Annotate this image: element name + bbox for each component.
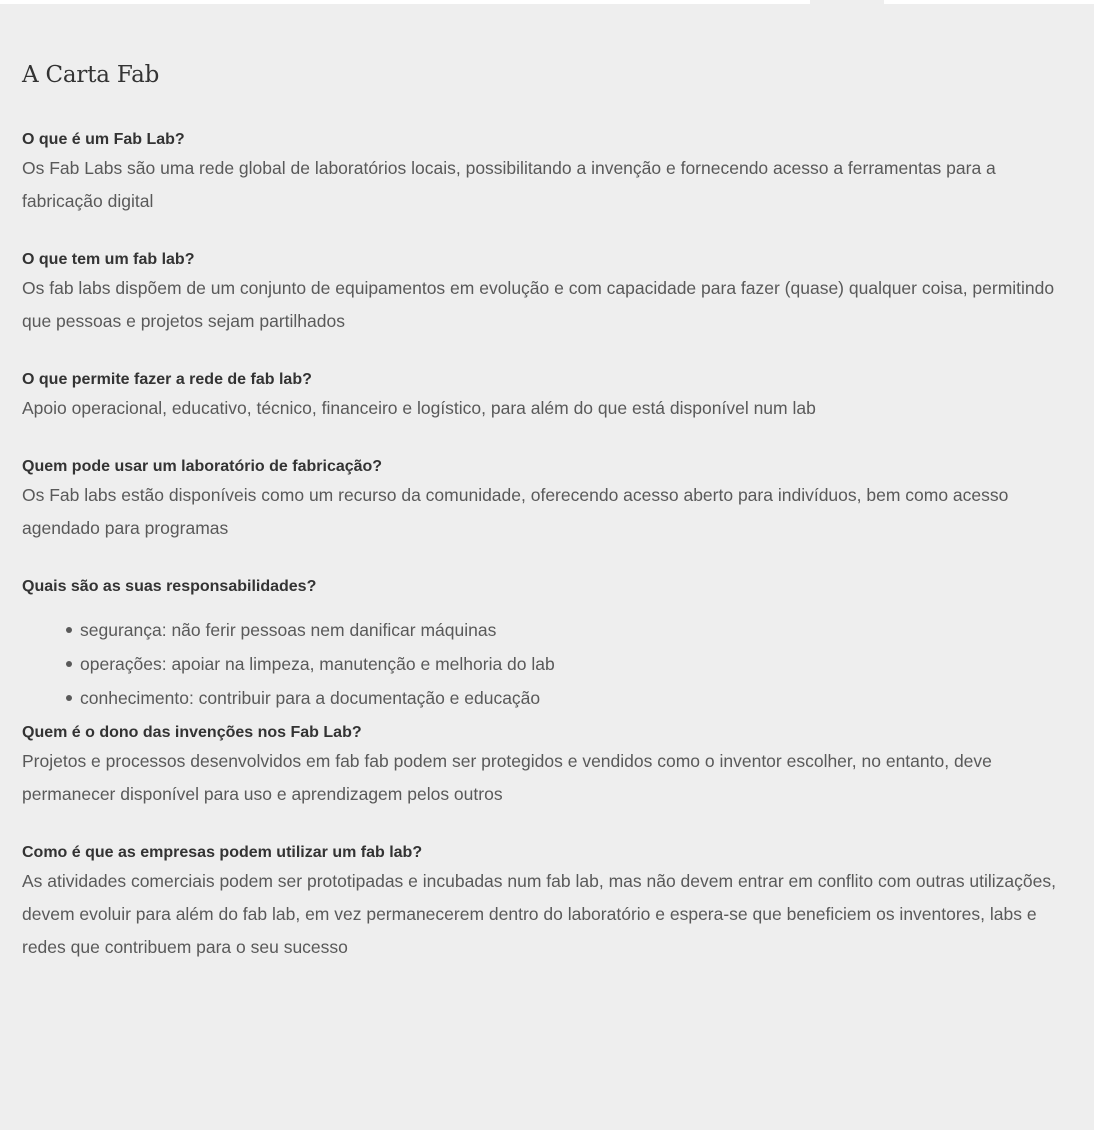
question-heading: O que é um Fab Lab? [22, 131, 185, 148]
question-heading: Quem é o dono das invenções nos Fab Lab? [22, 724, 362, 741]
answer-text: Apoio operacional, educativo, técnico, financeiro e logístico, para além do que está disponível num lab [22, 398, 816, 418]
answer-text: Os fab labs dispõem de um conjunto de equipamentos em evolução e com capacidade para fazer (quase) qualquer coisa, permitindo que pessoas e projetos sejam partilhados [22, 278, 1055, 331]
answer-text: Os Fab labs estão disponíveis como um recurso da comunidade, oferecendo acesso aberto para indivíduos, bem como acesso agendado para programas [22, 485, 1009, 538]
section-invention-ownership [22, 721, 1074, 811]
list-item [66, 681, 1074, 715]
section-business-use [22, 841, 1074, 964]
responsibilities-list [22, 613, 1074, 715]
section-who-can-use [22, 455, 1074, 545]
section-network-support [22, 368, 1074, 425]
answer-text: Projetos e processos desenvolvidos em fab fab podem ser protegidos e vendidos como o inventor escolher, no entanto, deve permanecer disponível para uso e aprendizagem pelos outros [22, 751, 992, 804]
section-what-is-fab-lab [22, 128, 1074, 218]
list-item-text: segurança: não ferir pessoas nem danificar máquinas [80, 620, 497, 640]
content-panel [0, 4, 1094, 1130]
section-what-does-fab-lab-have [22, 248, 1074, 338]
section-responsibilities [22, 575, 1074, 715]
bullet-icon [66, 695, 72, 701]
page-title: A Carta Fab [22, 62, 160, 88]
answer-text: As atividades comerciais podem ser prototipadas e incubadas num fab lab, mas não devem entrar em conflito com outras utilizações, devem evoluir para além do fab lab, em vez permanecerem dentro do laboratório e espera-se que beneficiem os inventores, labs e redes que contribuem para o seu sucesso [22, 871, 1056, 957]
question-heading: Como é que as empresas podem utilizar um fab lab? [22, 844, 423, 861]
question-heading: O que permite fazer a rede de fab lab? [22, 371, 312, 388]
list-item [66, 613, 1074, 647]
bullet-icon [66, 661, 72, 667]
list-item [66, 647, 1074, 681]
question-heading: Quem pode usar um laboratório de fabricação? [22, 458, 383, 475]
list-item-text: operações: apoiar na limpeza, manutenção e melhoria do lab [80, 654, 555, 674]
question-heading: O que tem um fab lab? [22, 251, 195, 268]
question-heading: Quais são as suas responsabilidades? [22, 578, 317, 595]
answer-text: Os Fab Labs são uma rede global de laboratórios locais, possibilitando a invenção e fornecendo acesso a ferramentas para a fabricação digital [22, 158, 996, 211]
list-item-text: conhecimento: contribuir para a documentação e educação [80, 688, 541, 708]
bullet-icon [66, 627, 72, 633]
